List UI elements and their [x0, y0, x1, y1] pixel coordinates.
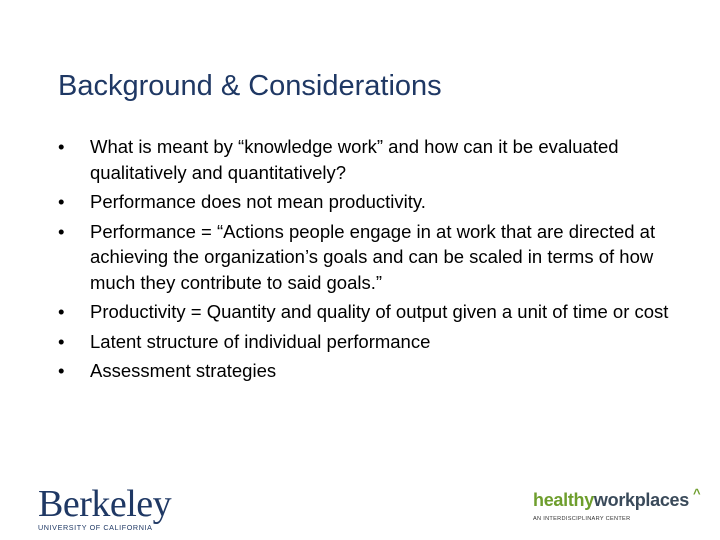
bullet-item: [58, 189, 698, 215]
workplaces-word: workplaces: [593, 490, 689, 510]
bullet-item: [58, 299, 698, 325]
healthy-word: healthy: [533, 490, 594, 510]
healthy-workplaces-subtitle: AN INTERDISCIPLINARY CENTER: [533, 516, 631, 522]
bullet-text: Assessment strategies: [90, 360, 277, 381]
bullet-item: [58, 134, 698, 185]
bullet-marker: •: [58, 360, 65, 381]
healthy-workplaces-wordmark: [533, 490, 711, 510]
bullet-marker: •: [58, 191, 65, 212]
bullet-marker: •: [58, 220, 65, 242]
bullet-item: [58, 219, 698, 296]
bullet-text: Performance does not mean productivity.: [90, 191, 426, 212]
healthy-workplaces-logo: [533, 486, 711, 530]
bullet-marker: •: [58, 136, 65, 157]
caret-up-icon: ^: [693, 486, 701, 501]
bullet-item: [58, 358, 698, 384]
bullet-marker: •: [58, 301, 65, 322]
berkeley-logo: [38, 483, 172, 532]
bullet-text: What is meant by “knowledge work” and how can it be evaluated qualitatively and quantitatively?: [90, 136, 619, 183]
bullet-text: Performance = “Actions people engage in at work that are directed at achieving the organization’s goals and can be scaled in terms of how much they contribute to said goals.”: [90, 220, 656, 293]
bullet-item: [58, 329, 698, 355]
berkeley-logo-word: Berkeley: [38, 483, 172, 525]
bullet-text: Latent structure of individual performance: [90, 330, 431, 352]
slide-title: Background & Considerations: [58, 70, 442, 102]
bullet-marker: •: [58, 330, 65, 352]
bullet-text: Productivity = Quantity and quality of output given a unit of time or cost: [90, 301, 669, 322]
bullet-list: [58, 134, 698, 388]
berkeley-logo-subtitle: UNIVERSITY OF CALIFORNIA: [38, 523, 153, 532]
